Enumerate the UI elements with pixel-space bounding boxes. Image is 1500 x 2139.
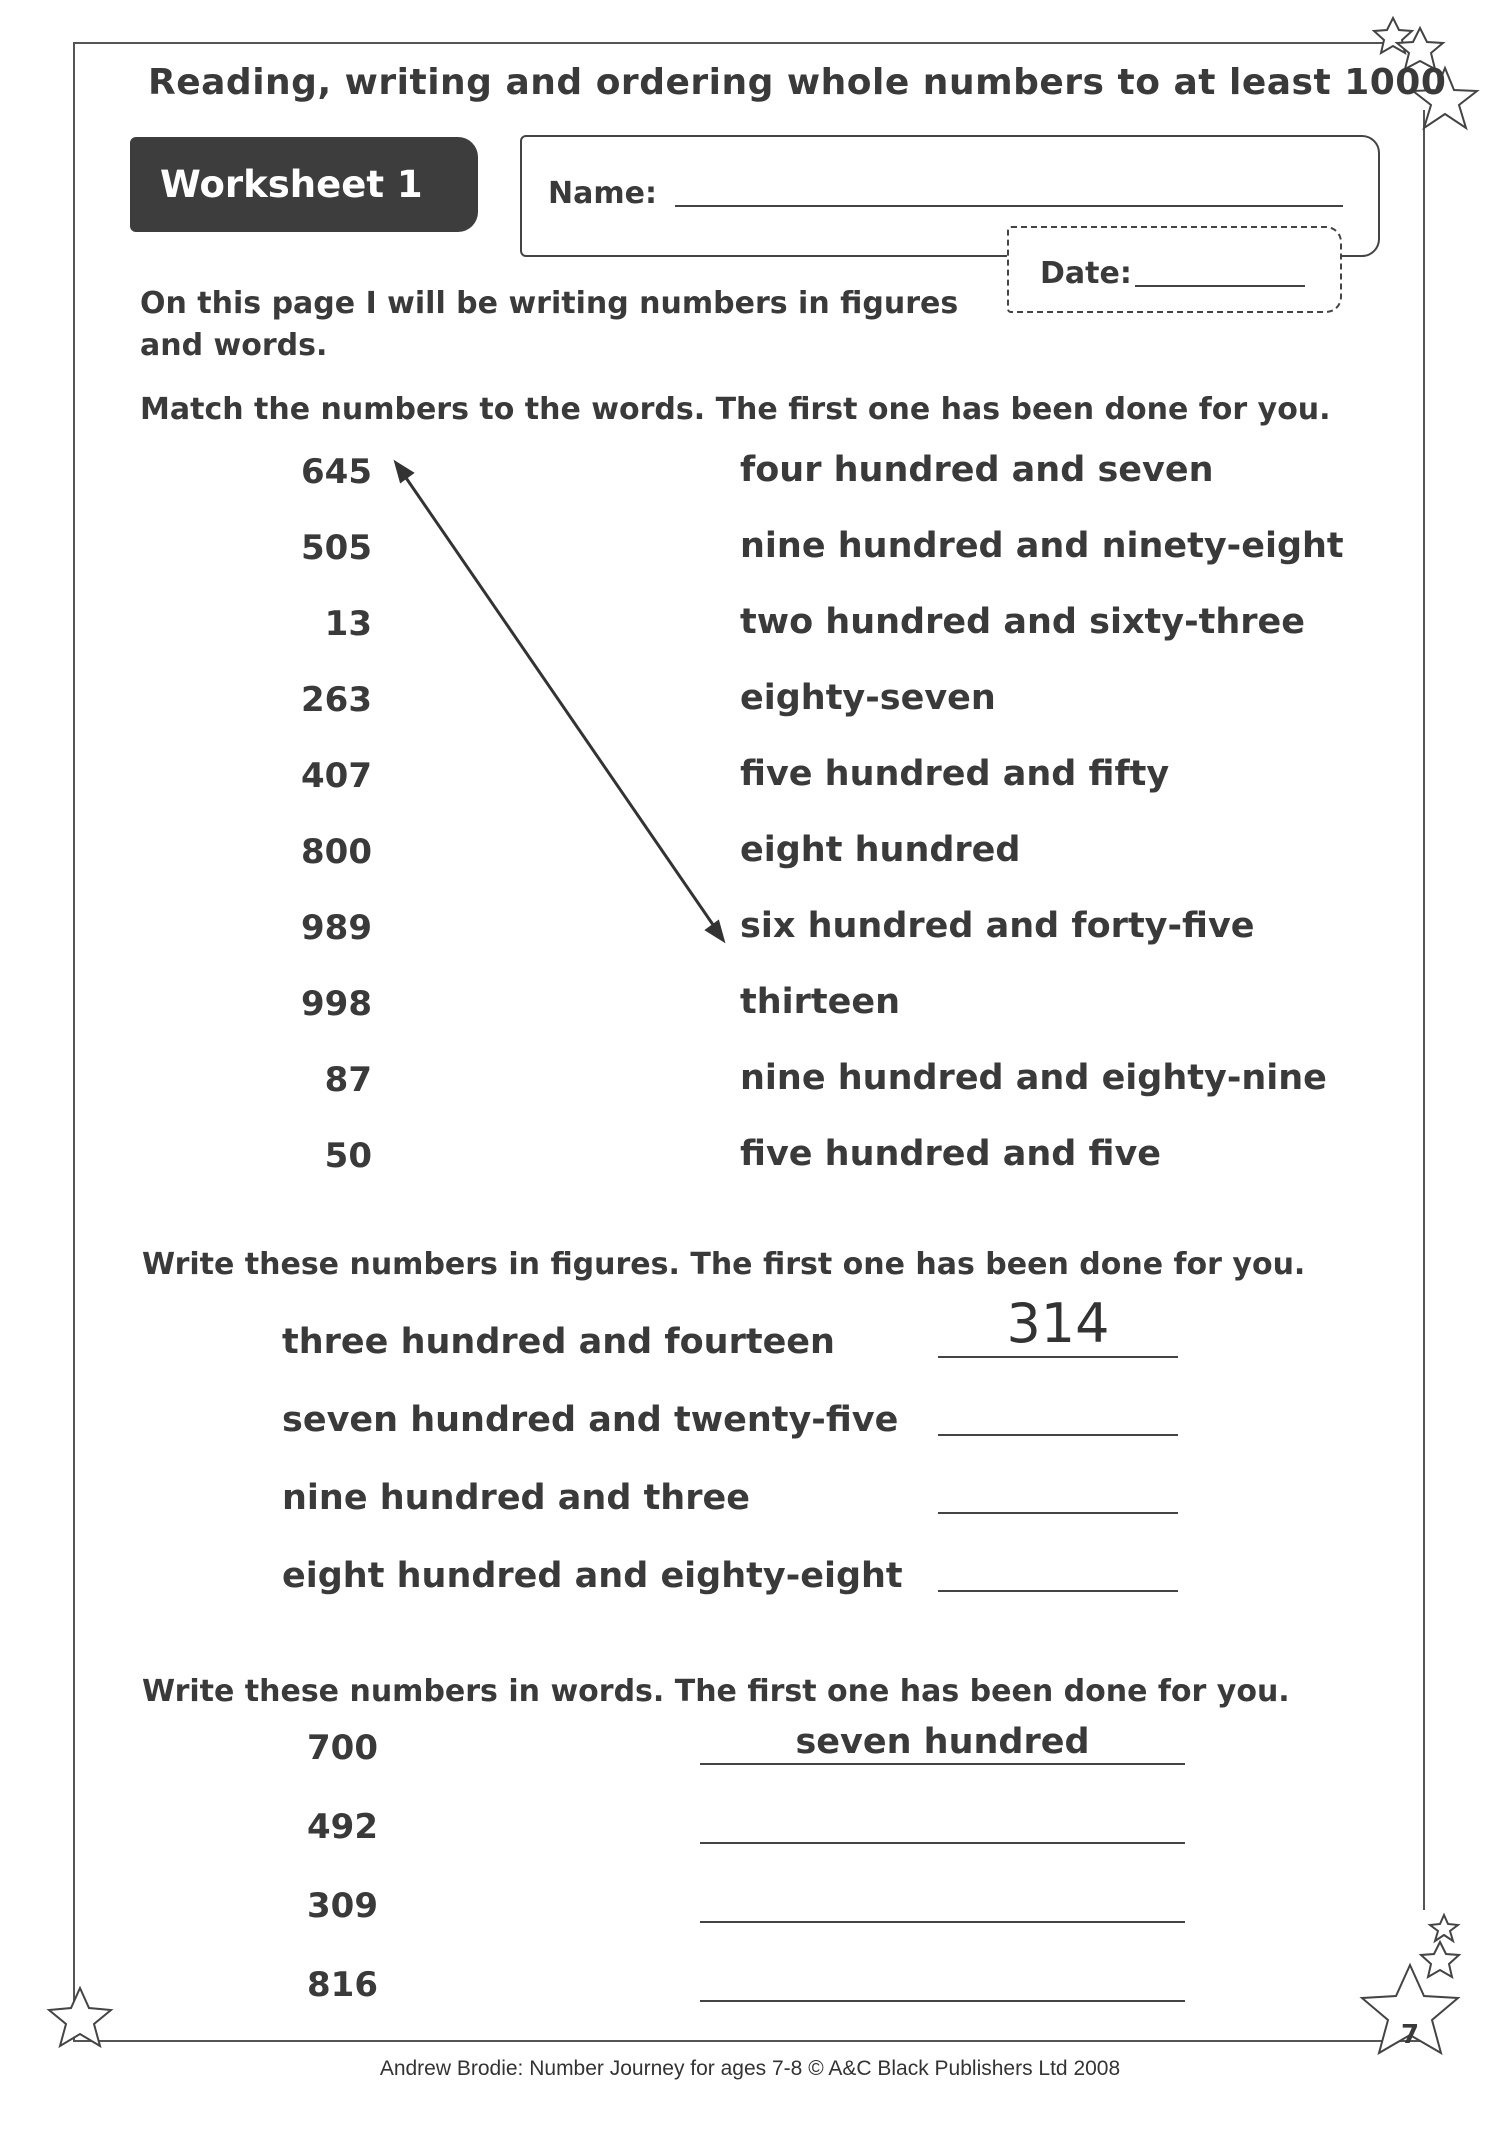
star-icon [1421, 1942, 1459, 1977]
words-question: 816 [307, 1965, 378, 2005]
match-number: 989 [301, 908, 372, 948]
date-input-line[interactable] [1135, 285, 1305, 287]
words-question: 492 [307, 1807, 378, 1847]
star-icon [49, 1988, 111, 2046]
footer-credit: Andrew Brodie: Number Journey for ages 7-8 © A&C Black Publishers Ltd 2008 [379, 2057, 1121, 2080]
match-arrow [396, 463, 723, 940]
figures-answer-line[interactable] [938, 1356, 1178, 1358]
figures-answer: 314 [1006, 1292, 1110, 1355]
figures-answer-line[interactable] [938, 1512, 1178, 1514]
figures-answer-line[interactable] [938, 1434, 1178, 1436]
figures-question: nine hundred and three [282, 1478, 750, 1518]
match-number: 505 [301, 528, 372, 568]
section1-instruction: Match the numbers to the words. The first one has been done for you. [140, 392, 1331, 427]
match-number: 407 [301, 756, 372, 796]
figures-answer-line[interactable] [938, 1590, 1178, 1592]
intro-line-1: On this page I will be writing numbers in figures [140, 286, 959, 321]
match-word: nine hundred and eighty-nine [740, 1058, 1327, 1098]
match-word: four hundred and seven [740, 450, 1214, 490]
words-answer-line[interactable] [700, 1842, 1185, 1844]
match-word: eight hundred [740, 830, 1021, 870]
match-word: nine hundred and ninety-eight [740, 526, 1344, 566]
words-answer-line[interactable] [700, 2000, 1185, 2002]
match-number: 263 [301, 680, 372, 720]
match-word: five hundred and fifty [740, 754, 1170, 794]
section3-instruction: Write these numbers in words. The first one has been done for you. [142, 1674, 1290, 1709]
words-question: 700 [307, 1728, 378, 1768]
figures-question: seven hundred and twenty-five [282, 1400, 899, 1440]
section2-instruction: Write these numbers in figures. The first one has been done for you. [142, 1247, 1306, 1282]
name-label: Name: [548, 176, 657, 211]
match-word: thirteen [740, 982, 901, 1022]
words-answer-line[interactable] [700, 1921, 1185, 1923]
name-input-line[interactable] [675, 205, 1343, 207]
intro-line-2: and words. [140, 328, 328, 363]
match-number: 87 [324, 1060, 372, 1100]
figures-question: eight hundred and eighty-eight [282, 1556, 903, 1596]
worksheet-badge [130, 137, 478, 232]
match-word: two hundred and sixty-three [740, 602, 1305, 642]
match-number: 13 [324, 604, 372, 644]
page-number: 7 [1400, 2020, 1420, 2050]
match-word: six hundred and forty-five [740, 906, 1255, 946]
match-number: 998 [301, 984, 372, 1024]
match-word: eighty-seven [740, 678, 996, 718]
star-icon [1430, 1915, 1458, 1941]
match-number: 800 [301, 832, 372, 872]
date-label: Date: [1040, 256, 1132, 291]
page-title: Reading, writing and ordering whole numbers to at least 1000 [148, 62, 1447, 103]
worksheet-label: Worksheet 1 [160, 163, 423, 206]
match-number: 645 [301, 452, 372, 492]
words-question: 309 [307, 1886, 378, 1926]
figures-question: three hundred and fourteen [282, 1322, 835, 1362]
words-answer-line[interactable] [700, 1763, 1185, 1765]
words-answer: seven hundred [795, 1722, 1090, 1762]
match-word: five hundred and five [740, 1134, 1161, 1174]
match-number: 50 [324, 1136, 372, 1176]
